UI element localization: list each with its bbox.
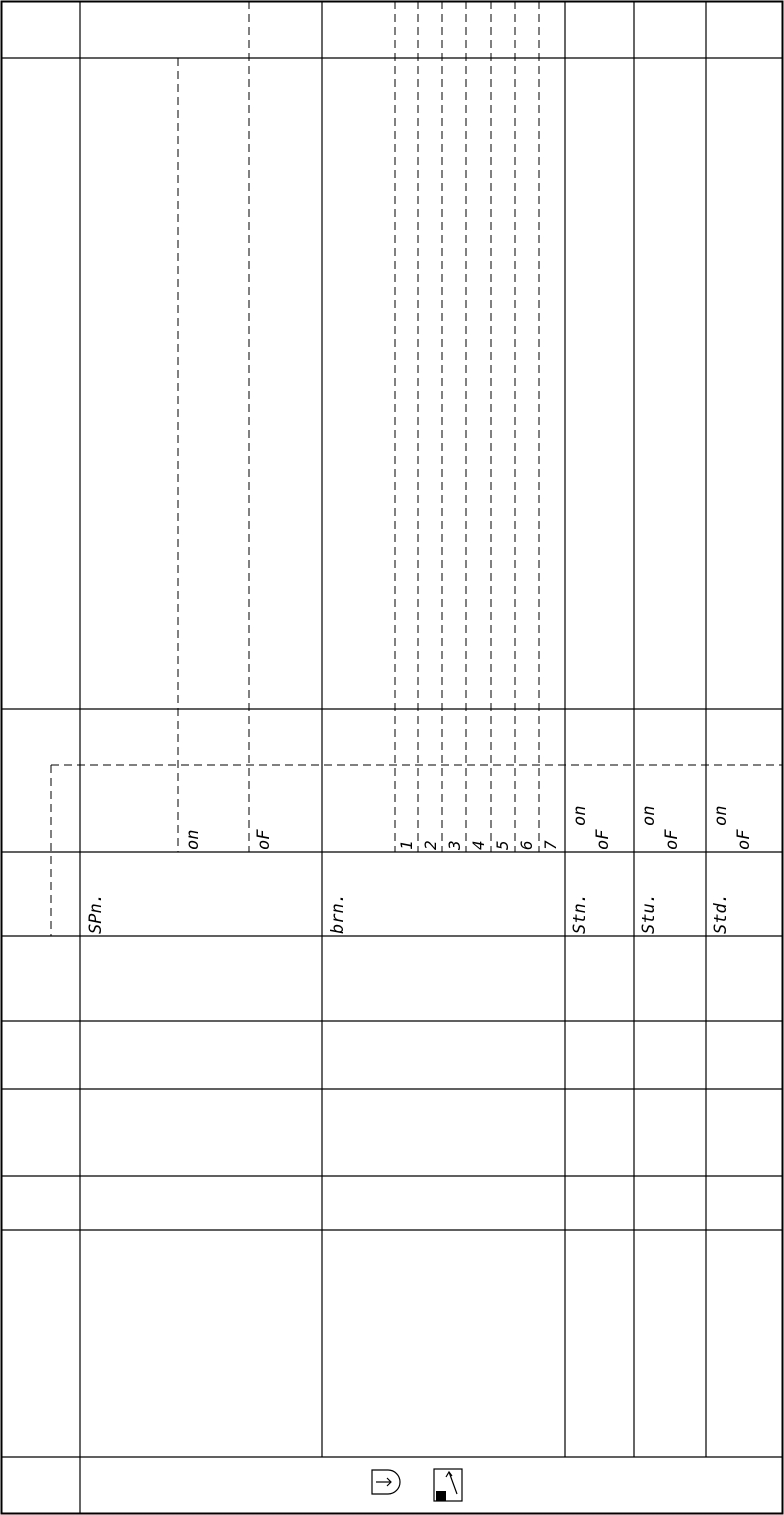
option-stu-on: on [639, 805, 659, 826]
code-stn: Stn. [570, 893, 590, 934]
option-std-on: on [711, 805, 731, 826]
bit-number: 5 [493, 840, 512, 850]
option-std-off: oF [734, 829, 754, 850]
bit-number: 3 [445, 840, 464, 850]
set-key-icon [434, 1469, 462, 1501]
option-stn-on: on [570, 805, 590, 826]
code-stu: Stu. [639, 893, 659, 934]
bit-number: 1 [397, 840, 416, 850]
code-spn: SPn. [86, 893, 106, 934]
option-off: oF [254, 829, 274, 850]
dashed-guides [51, 1, 783, 936]
bit-number: 6 [517, 840, 536, 850]
option-stn-off: oF [593, 829, 613, 850]
enter-key-icon [372, 1470, 400, 1494]
row-dividers [1, 58, 783, 1457]
bit-number: 2 [421, 840, 440, 850]
option-stu-off: oF [662, 829, 682, 850]
bit-number: 7 [541, 840, 560, 850]
sheet-border [2, 2, 783, 1514]
code-std: Std. [711, 893, 731, 934]
column-dividers [80, 1, 706, 1514]
code-brn: brn. [328, 893, 348, 934]
bit-numbers [397, 840, 560, 851]
option-on: on [183, 829, 203, 850]
bit-number: 4 [469, 840, 488, 850]
